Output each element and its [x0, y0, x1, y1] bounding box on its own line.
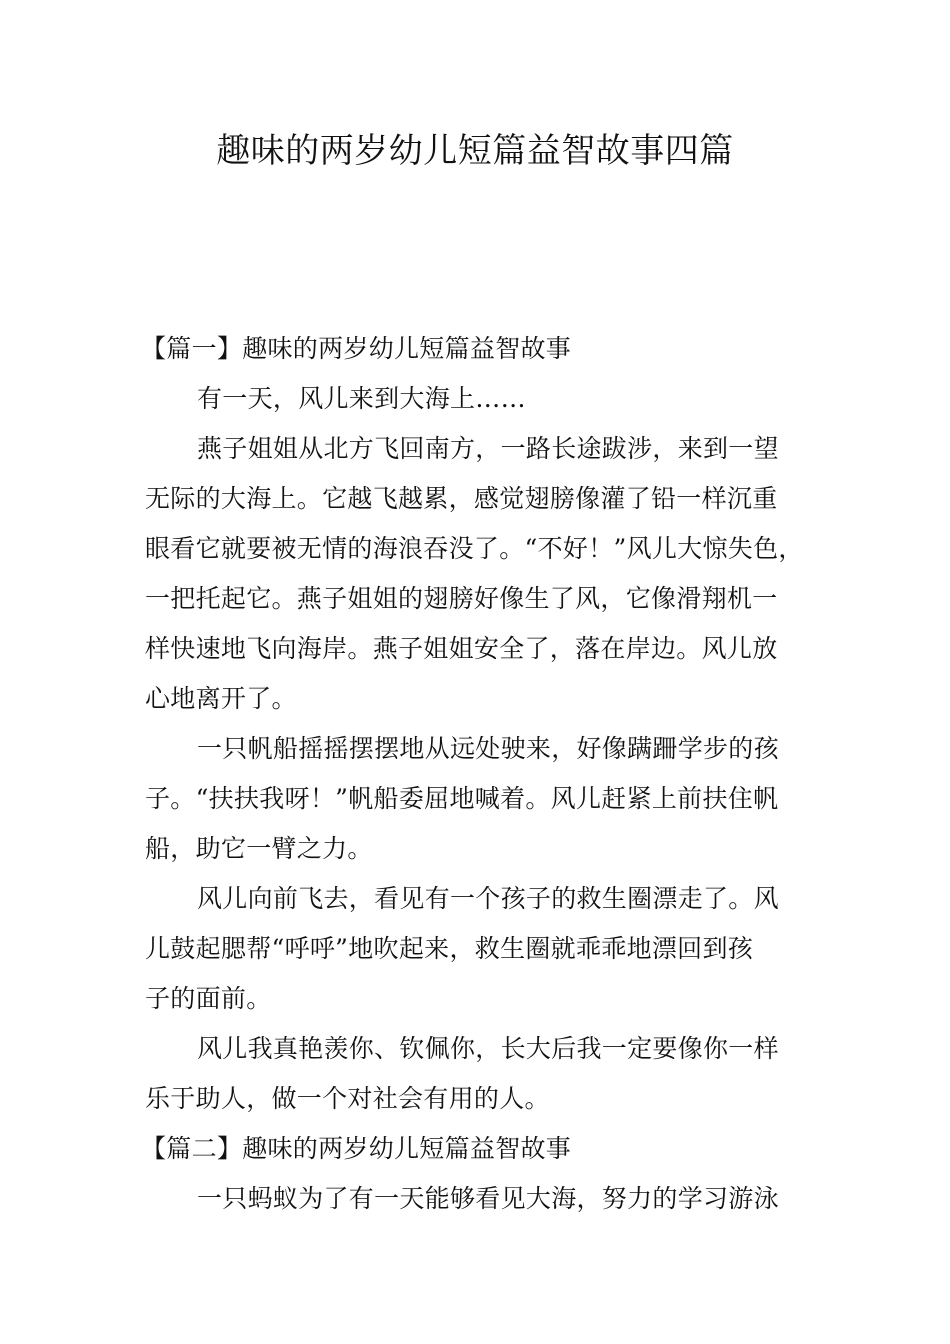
paragraph-line: 风儿向前飞去，看见有一个孩子的救生圈漂走了。风 [197, 884, 779, 913]
paragraph-line: 风儿我真艳羡你、钦佩你，长大后我一定要像你一样 [197, 1034, 779, 1063]
paragraph-line: 儿鼓起腮帮“呼呼”地吹起来，救生圈就乖乖地漂回到孩 [145, 934, 754, 963]
paragraph-line: 乐于助人，做一个对社会有用的人。 [145, 1084, 550, 1113]
paragraph-line: 无际的大海上。它越飞越累，感觉翅膀像灌了铅一样沉重 [145, 484, 778, 513]
paragraph-line: 眼看它就要被无情的海浪吞没了。“不好！”风儿大惊失色， [145, 534, 804, 563]
paragraph-line: 子的面前。 [145, 984, 272, 1013]
document-body [141, 324, 810, 1224]
paragraph-line: 心地离开了。 [145, 684, 297, 713]
document-title: 趣味的两岁幼儿短篇益智故事四篇 [216, 131, 734, 171]
paragraph-line: 一只帆船摇摇摆摆地从远处驶来，好像蹒跚学步的孩 [197, 734, 779, 763]
paragraph-line: 一把托起它。燕子姐姐的翅膀好像生了风，它像滑翔机一 [145, 584, 778, 613]
paragraph-line: 样快速地飞向海岸。燕子姐姐安全了，落在岸边。风儿放 [145, 634, 778, 663]
paragraph-line: 子。“扶扶我呀！”帆船委屈地喊着。风儿赶紧上前扶住帆 [145, 784, 779, 813]
paragraph-line: 有一天，风儿来到大海上…… [197, 384, 526, 413]
paragraph-line: 一只蚂蚁为了有一天能够看见大海，努力的学习游泳 [197, 1184, 779, 1213]
paragraph-line: 燕子姐姐从北方飞回南方，一路长途跋涉，来到一望 [197, 434, 779, 463]
paragraph-line: 船，助它一臂之力。 [145, 834, 373, 863]
section-heading-2: 【篇二】趣味的两岁幼儿短篇益智故事 [141, 1134, 572, 1163]
section-heading-1: 【篇一】趣味的两岁幼儿短篇益智故事 [141, 334, 572, 363]
